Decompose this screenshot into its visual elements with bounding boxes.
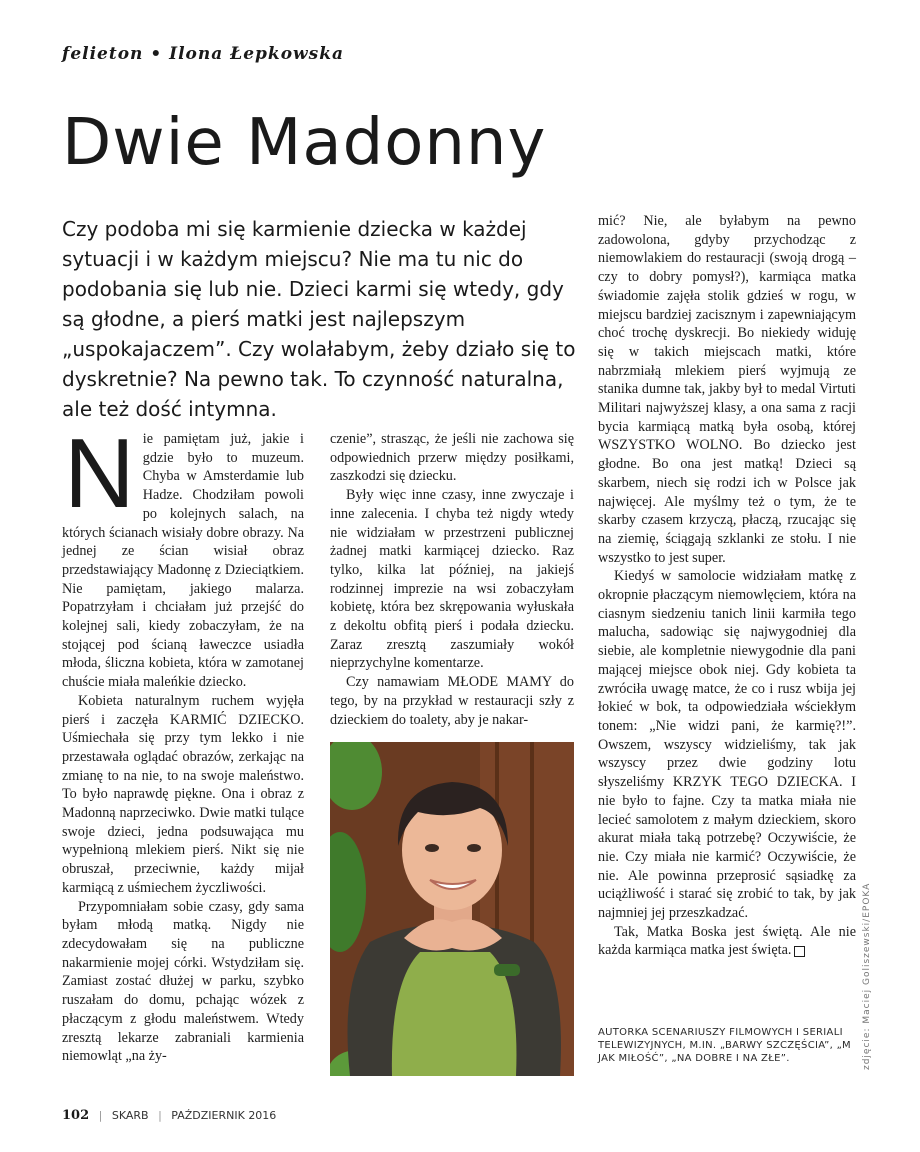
author-photo bbox=[330, 742, 574, 1076]
author-bio: AUTORKA SCENARIUSZY FILMOWYCH I SERIALI TELEWIZYJNYCH, M.IN. „BARWY SZCZĘŚCIA”, „M JAK MIŁOŚĆ”, „NA DOBRE I NA ZŁE”. bbox=[598, 1027, 851, 1064]
paragraph-text: ie pamiętam już, jakie i gdzie było to muzeum. Chyba w Amsterdamie lub Hadze. Chodziłam powoli po kolejnych salach, na których ścianach wisiały dobre obrazy. Na jednej ze ścian wisiał obraz przedstawiający Madonnę z Dzieciątkiem. Nie pamiętam, jakiego malarza. Popatrzyłam i chciałam już przejść do kolejnej sali, kiedy zobaczyłam, że na stojącej pod ścianą ławeczce usiadła młoda, śliczna kobieta, która w zamotanej chuście miała maleńkie dziecko. bbox=[62, 431, 304, 691]
square-end-mark-icon bbox=[794, 946, 805, 957]
article-column-3 bbox=[598, 212, 856, 1012]
magazine-name: SKARB bbox=[111, 1109, 149, 1122]
drop-cap: N bbox=[64, 418, 135, 528]
article-column-2 bbox=[330, 430, 574, 728]
article-lead: Czy podoba mi się karmienie dziecka w każdej sytuacji i w każdym miejscu? Nie ma tu nic do podobania się lub nie. Dzieci karmi się wtedy, gdy są głodne, a pierś matki jest najlepszym „uspokajaczem”. Czy wolałabym, żeby działo się to dyskretnie? Na pewno tak. To czynność naturalna, ale też dość intymna. bbox=[62, 217, 576, 421]
page-footer bbox=[62, 1108, 276, 1123]
photo-credit: zdjęcie: Maciej Goliszewski/EPOKA bbox=[862, 882, 872, 1070]
article-paragraph bbox=[62, 418, 304, 692]
article-paragraph: Czy namawiam MŁODE MAMY do tego, by na przykład w restauracji szły z dzieckiem do toalety, aby je nakar- bbox=[330, 674, 574, 728]
page-number: 102 bbox=[62, 1108, 90, 1123]
article-paragraph: mić? Nie, ale byłabym na pewno zadowolona, gdyby przychodząc z niemowlakiem do restauracji (swoją drogą – czy to dobry pomysł?), karmiąca matka świadomie zajęła stolik gdzieś w rogu, w miejscu bardziej zacisznym i zapewniającym choć trochę dyskrecji. Bo niekiedy widuję się w takich miejscach matki, które nabrzmiałą mlekiem pierś wyjmują ze stanika dumne tak, jakby był to medal Virtuti Militari najwyższej klasy, a ona sama z racji bycia karmiącą matką była osobą, której WSZYSTKO WOLNO. Bo dziecko jest głodne. Bo ona jest matką! Dzieci są skarbem, niech się rodzi ich w Polsce jak najwięcej. Ale myślmy też o tym, że te skarby czasem krzyczą, płaczą, rzucając się na ziemię, ściągają szklanki ze stołu. I nie wszystko to jest super. bbox=[598, 213, 856, 566]
footer-separator: | bbox=[98, 1109, 103, 1122]
article-paragraph bbox=[598, 923, 856, 960]
article-paragraph: Kobieta naturalnym ruchem wyjęła pierś i zaczęła KARMIĆ DZIECKO. Uśmiechała się przy tym lekko i nie przestawała oglądać obrazów, zerkając na zmianę to na nie, to na swoje maleństwo. To było naprawdę piękne. Ona i obraz z Madonną naprzeciwko. Dwie matki tulące swoje dzieci, jedna podsuwająca mu wypełnioną mlekiem pierś. Nikt się nie obruszał, przeciwnie, każdy mijał karmiącą z uśmiechem życzliwości. bbox=[62, 692, 304, 896]
article-paragraph: Były więc inne czasy, inne zwyczaje i inne zalecenia. I chyba też nigdy wtedy nie widziałam w przestrzeni publicznej żadnej matki karmiącej dziecko. Raz tylko, kilka lat później, na jakiejś rodzinnej imprezie na wsi zobaczyłam kobietę, która bez skrępowania wyłuskała z dekoltu obfitą pierś i podała dziecku. Zaraz zresztą zaszumiały wokół nieprzychylne komentarze. bbox=[330, 487, 574, 672]
article-paragraph: Kiedyś w samolocie widziałam matkę z okropnie płaczącym niemowlęciem, która na ciasnym siedzeniu tanich linii karmiła tego malucha, sadowiąc się najwygodniej dla siebie, ale kompletnie niewygodnie dla pani mającej miejsce obok niej. Gdy kobieta ta zwróciła uwagę matce, że co i rusz wbija jej łokieć w bok, ta odpowiedziała wściekłym tonem: „Nie widzi pani, że karmię?!”. Owszem, wszyscy widzieliśmy, tak jak wszyscy przez dwie godziny lotu słyszeliśmy KRZYK TEGO DZIECKA. I nie było to fajne. Czy ta matka miała nie lecieć samolotem z małym dzieckiem, skoro akurat miała taką potrzebę? Oczywiście, że nie. Czy miała nie karmić? Oczywiście, że nie. Ale powinna przeprosić sąsiadkę za uciążliwość i starać się zrobić to tak, by jak najmniej jej przeszkadzać. bbox=[598, 568, 856, 922]
article-paragraph: czenie”, strasząc, że jeśli nie zachowa się odpowiednich przerw między posiłkami, zaszkodzi się dziecku. bbox=[330, 431, 574, 485]
article-title: Dwie Madonny bbox=[62, 106, 547, 180]
issue-date: PAŹDZIERNIK 2016 bbox=[171, 1109, 277, 1122]
paragraph-text: Tak, Matka Boska jest świętą. Ale nie każda karmiąca matka jest święta. bbox=[598, 923, 856, 959]
author-portrait-illustration bbox=[330, 742, 574, 1076]
article-column-1 bbox=[62, 418, 304, 1080]
column-kicker: felieton • Ilona Łepkowska bbox=[62, 44, 345, 64]
footer-separator: | bbox=[158, 1109, 162, 1122]
article-paragraph: Przypomniałam sobie czasy, gdy sama byłam młodą matką. Nigdy nie zdecydowałam się na publiczne nakarmienie mojej córki. Wstydziłam się. Zamiast zostać dłużej w parku, szybko ruszałam do domu, pchając wózek z płaczącym z głodu maleństwem. Wtedy zresztą lekarze zabraniali karmienia niemowląt „na ży- bbox=[62, 898, 304, 1065]
